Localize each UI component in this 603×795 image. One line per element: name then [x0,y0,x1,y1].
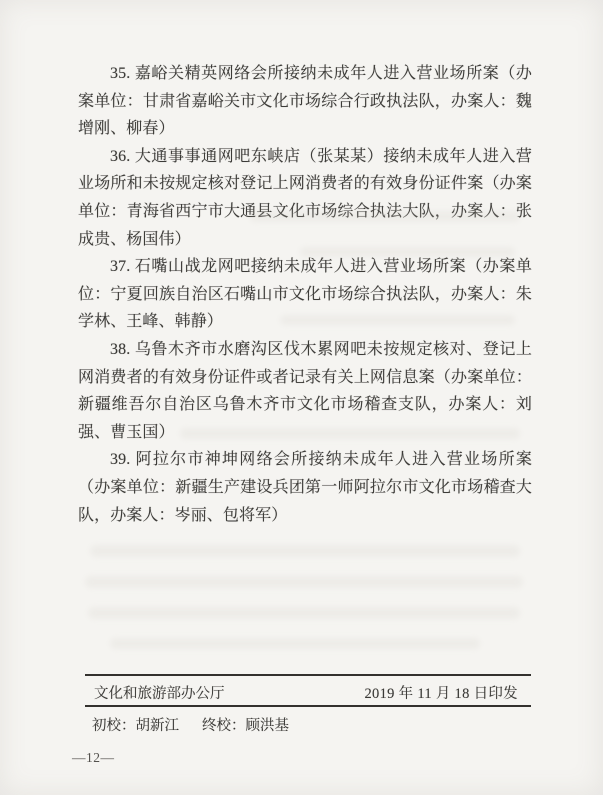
case-item-35: 35. 嘉峪关精英网络会所接纳未成年人进入营业场所案（办案单位：甘肃省嘉峪关市文化市场综合行政执法队，办案人：魏增刚、柳春） [78,65,532,138]
bleed-through-artifact [110,638,480,649]
case-item-39: 39. 阿拉尔市神坤网络会所接纳未成年人进入营业场所案（办案单位：新疆生产建设兵团第一师阿拉尔市文化市场稽查大队，办案人：岑丽、包将军） [78,451,532,524]
page-number: —12— [72,750,115,765]
bleed-through-artifact [85,576,523,588]
footer-top-rule [85,674,531,676]
footer-issuer-row [85,682,531,703]
proofreaders-row [92,714,289,735]
first-proof-label: 初校： [92,718,136,734]
case-item-37: 37. 石嘴山战龙网吧接纳未成年人进入营业场所案（办案单位：宁夏回族自治区石嘴山市文化市场综合执法队，办案人：朱学林、王峰、韩静） [78,258,532,331]
case-list [78,60,532,529]
issuing-office: 文化和旅游部办公厅 [94,686,225,702]
print-date: 2019 年 11 月 18 日印发 [364,686,518,702]
bleed-through-artifact [90,545,520,557]
first-proof-name: 胡新江 [135,718,179,734]
footer-bottom-rule [85,705,531,707]
case-item-36: 36. 大通事事通网吧东峡店（张某某）接纳未成年人进入营业场所和未按规定核对登记上网消费者的有效身份证件案（办案单位：青海省西宁市大通县文化市场综合执法大队，办案人：张成贵、杨国伟） [78,147,532,248]
final-proof-label: 终校： [202,718,246,734]
case-item-38: 38. 乌鲁木齐市水磨沟区伐木累网吧未按规定核对、登记上网消费者的有效身份证件或者记录有关上网信息案（办案单位：新疆维吾尔自治区乌鲁木齐市文化市场稽查支队，办案人：刘强、曹玉国） [78,340,532,441]
bleed-through-artifact [88,607,520,619]
final-proof-name: 顾洪基 [245,718,289,734]
